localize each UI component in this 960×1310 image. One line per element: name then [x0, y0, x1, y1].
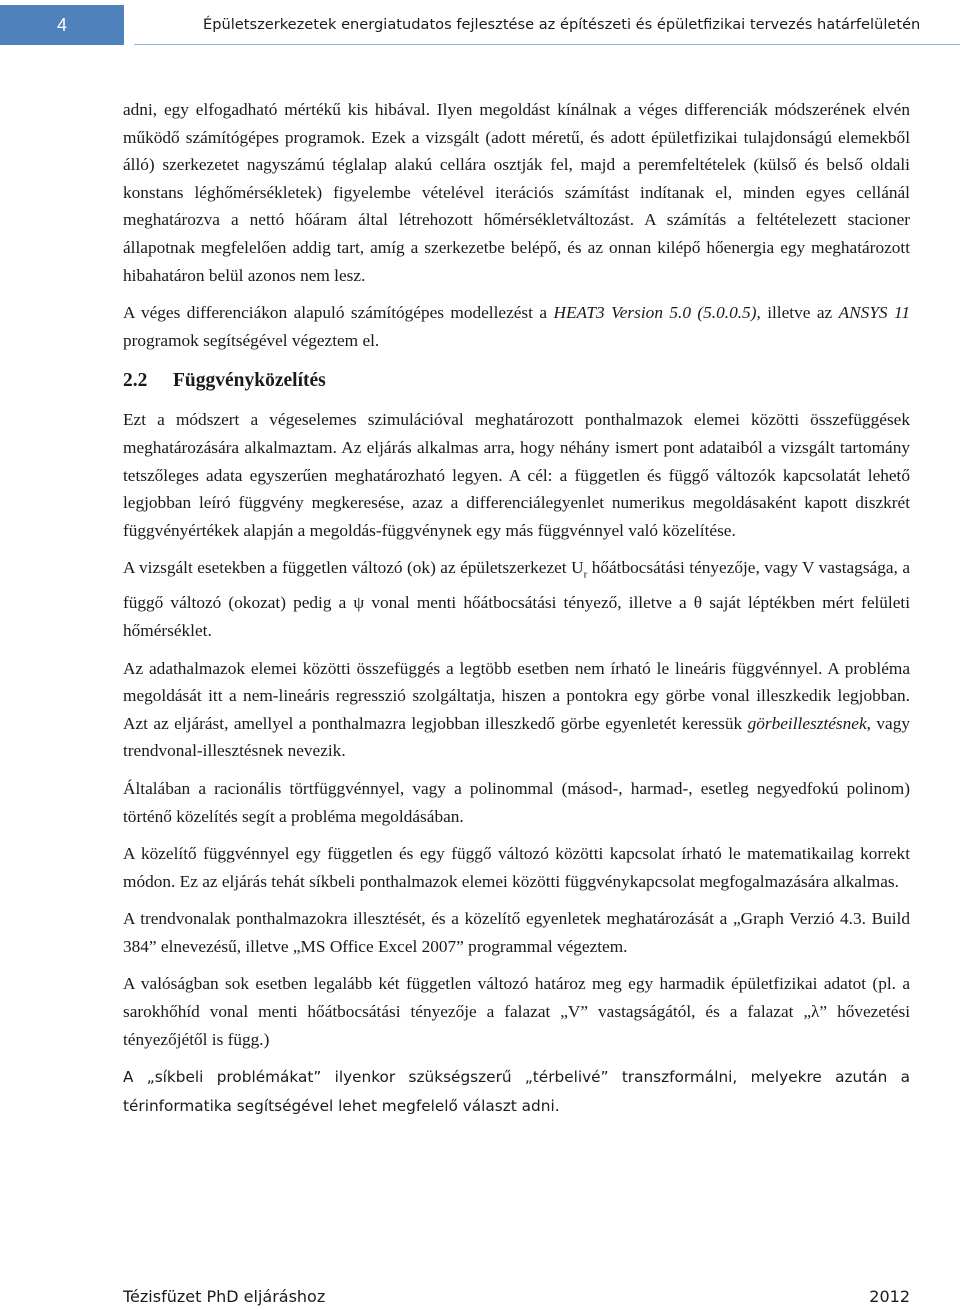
page-number: 4: [0, 5, 124, 45]
paragraph-variables: [123, 554, 910, 644]
software-text-2: , illetve az: [756, 303, 839, 323]
footer-year: 2012: [869, 1287, 910, 1306]
section-heading: [123, 366, 910, 396]
variables-text-1: A vizsgált esetekben a független változó (ok) az épületszerkezet U: [123, 558, 584, 578]
regression-text-2: , vagy trendvonal-illesztésnek nevezik.: [123, 713, 910, 761]
paragraph-spatial: A „síkbeli problémákat” ilyenkor szükségszerű „térbelivé” transzformálni, melyekre azután a térinformatika segítségével lehet megfelelő választ adni.: [123, 1068, 910, 1116]
paragraph-multivariable: A valóságban sok esetben legalább két független változó határoz meg egy harmadik épületfizikai adatot (pl. a sarokhőhíd vonal menti hőátbocsátási tényezője a falazat „V” vastagságától, és a falazat „λ” hővezetési tényezőjétől is függ.): [123, 974, 910, 1049]
software-ansys: ANSYS 11: [838, 303, 910, 323]
software-text-3: programok segítségével végeztem el.: [123, 330, 380, 350]
regression-text-1: Az adathalmazok elemei közötti összefüggés a legtöbb esetben nem írható le lineáris függvénnyel. A probléma megoldását itt a nem-lineáris regresszió szolgáltatja, hiszen a pontokra egy görbe vonal illeszkedik legjobban. Azt az eljárást, amellyel a ponthalmazra legjobban illeszkedő görbe egyenletét keressük: [123, 658, 910, 733]
paragraph-tools: A trendvonalak ponthalmazokra illesztését, és a közelítő egyenletek meghatározását a „Graph Verzió 4.3. Build 384” elnevezésű, illetve „MS Office Excel 2007” programmal végeztem.: [123, 909, 910, 956]
variables-text-2: hőátbocsátási tényezője, vagy V vastagsága, a függő változó (okozat) pedig a ψ vonal menti hőátbocsátási tényező, illetve a θ saját léptékben mért felületi hőmérséklet.: [123, 558, 910, 640]
header-divider: [134, 44, 960, 45]
software-text-1: A véges differenciákon alapuló számítógépes modellezést a: [123, 303, 554, 323]
page-body: [123, 96, 910, 1131]
paragraph-finite-difference: adni, egy elfogadható mértékű kis hibával. Ilyen megoldást kínálnak a véges differenciák módszerének elvén működő számítógépes programok. Ezek a vizsgált (adott méretű, és adott épületfizikai tulajdonságú elemekből álló) szerkezetet nagyszámú téglalap alakú cellára osztják fel, majd a peremfeltételek (külső és belső oldali konstans léghőmérsékletek) figyelembe vételével iterációs számítást indítanak el, minden egyes cellánál meghatározva a nettó hőáram által létrehozott hőmérsékletváltozást. A számítás a feltételezett stacioner állapotnak megfelelően addig tart, amíg a szerkezetbe belépő, és az onnan kilépő hőenergia egy meghatározott hibahatáron belül azonos nem lesz.: [123, 100, 910, 285]
running-header-title: Épületszerkezetek energiatudatos fejlesztése az építészeti és épületfizikai tervezés határfelületén: [203, 16, 921, 33]
variables-subscript: r: [583, 568, 588, 581]
paragraph-regression: [123, 655, 910, 765]
regression-italic-term: görbeillesztésnek: [747, 713, 867, 733]
paragraph-method: Ezt a módszert a végeselemes szimulációval meghatározott ponthalmazok elemei közötti összefüggések meghatározására alkalmaztam. Az eljárás alkalmas arra, hogy néhány ismert pont adataiból a vizsgált tartomány tetszőleges adata egyszerűen meghatározható legyen. A cél: a független és függő változók kapcsolatát lehető legjobban leíró függvény megkeresése, azaz a differenciálegyenlet numerikus megoldásaként kapott diszkrét függvényértékek alapján a megoldás-függvénynek egy más függvénnyel való közelítése.: [123, 410, 910, 540]
paragraph-software: [123, 299, 910, 354]
footer-title: Tézisfüzet PhD eljáráshoz: [123, 1287, 326, 1306]
section-title: Függvényközelítés: [173, 370, 326, 392]
software-heat3: HEAT3 Version 5.0 (5.0.0.5): [553, 303, 757, 323]
paragraph-approximation: A közelítő függvénnyel egy független és egy függő változó közötti kapcsolat írható le matematikailag korrekt módon. Ez az eljárás tehát síkbeli ponthalmazok elemei közötti függvénykapcsolat megfogalmazására alkalmas.: [123, 844, 910, 891]
section-number: 2.2: [123, 370, 148, 392]
paragraph-polynomial: Általában a racionális törtfüggvénnyel, vagy a polinommal (másod-, harmad-, esetleg negyedfokú polinom) történő közelítés segít a probléma megoldásában.: [123, 778, 910, 826]
